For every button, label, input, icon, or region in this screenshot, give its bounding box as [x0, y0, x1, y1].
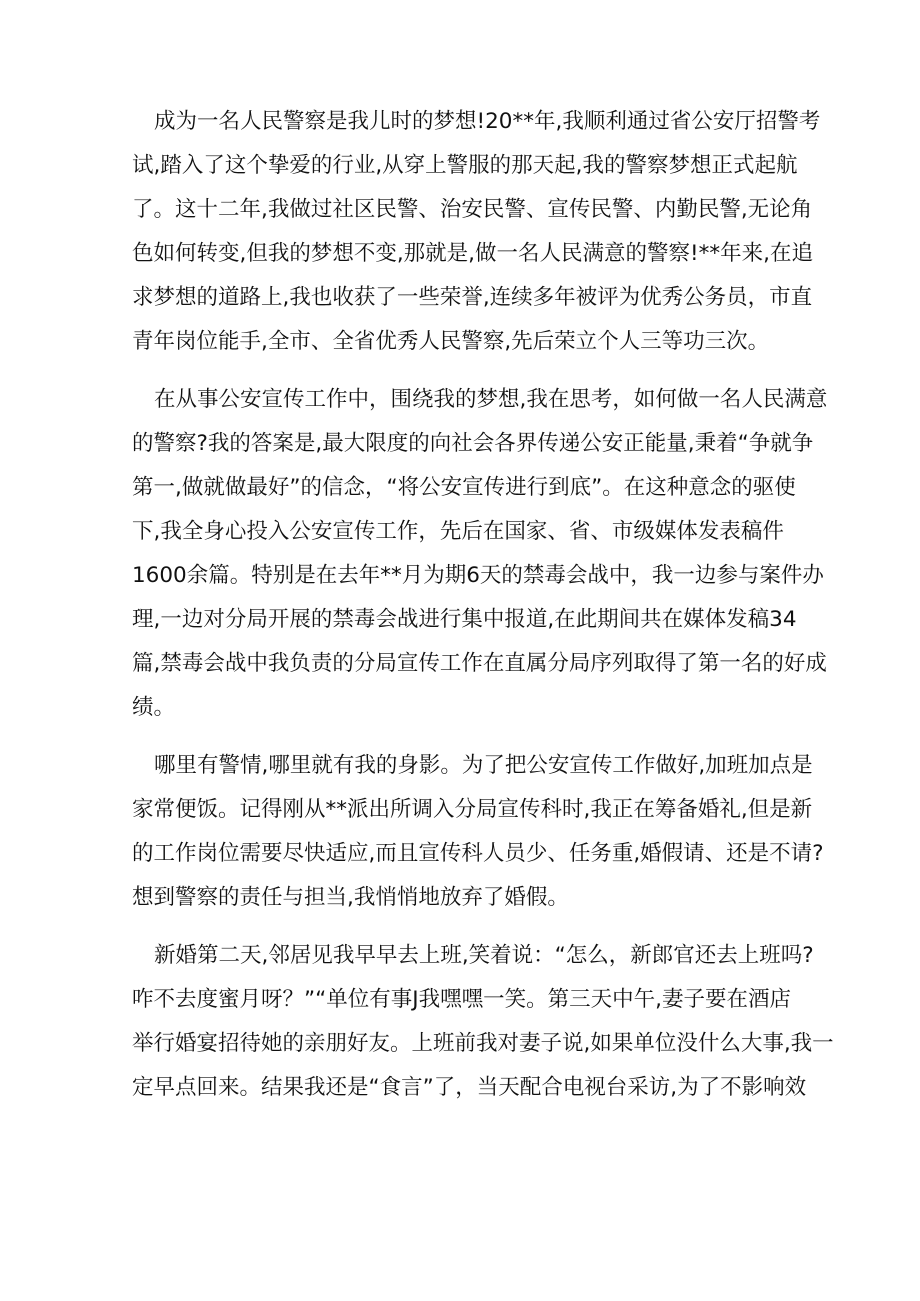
paragraph-3 — [132, 744, 824, 920]
text-line: 的工作岗位需要尽快适应,而且宣传科人员少、任务重,婚假请、还是不请? — [132, 841, 824, 866]
paragraph-4 — [132, 934, 834, 1110]
text-line: 试,踏入了这个挚爱的行业,从穿上警服的那天起,我的警察梦想正式起航 — [132, 153, 798, 178]
paragraph-1 — [132, 100, 821, 364]
text-line: 新婚第二天,邻居见我早早去上班,笑着说：“怎么，新郎官还去上班吗? — [154, 943, 814, 968]
document-body — [132, 100, 834, 1110]
text-line: 定早点回来。结果我还是“食言”了，当天配合电视台采访,为了不影响效 — [132, 1075, 807, 1100]
text-line: 家常便饭。记得刚从**派出所调入分局宣传科时,我正在筹备婚礼,但是新 — [132, 797, 813, 822]
text-line: 想到警察的责任与担当,我悄悄地放弃了婚假。 — [132, 885, 569, 910]
text-line: 篇,禁毒会战中我负责的分局宣传工作在直属分局序列取得了第一名的好成 — [132, 651, 827, 676]
text-line: 在从事公安宣传工作中，围绕我的梦想,我在思考，如何做一名人民满意 — [154, 387, 828, 412]
text-line: 成为一名人民警察是我儿时的梦想!20**年,我顺利通过省公安厅招警考 — [154, 109, 821, 134]
text-line: 举行婚宴招待她的亲朋好友。上班前我对妻子说,如果单位没什么大事,我一 — [132, 1031, 834, 1056]
text-line: 绩。 — [132, 695, 176, 720]
text-line: 第一,做就做最好”的信念，“将公安宣传进行到底”。在这种意念的驱使 — [132, 475, 796, 500]
text-line: 1600余篇。特别是在去年**月为期6天的禁毒会战中，我一边参与案件办 — [132, 563, 824, 588]
text-line: 下,我全身心投入公安宣传工作，先后在国家、省、市级媒体发表稿件 — [132, 519, 784, 544]
text-line: 求梦想的道路上,我也收获了一些荣誉,连续多年被评为优秀公务员，市直 — [132, 285, 813, 310]
paragraph-2 — [132, 378, 828, 730]
paragraph-gap — [132, 920, 802, 934]
text-line: 理,一边对分局开展的禁毒会战进行集中报道,在此期间共在媒体发稿34 — [132, 607, 797, 632]
text-line: 色如何转变,但我的梦想不变,那就是,做一名人民满意的警察!**年来,在追 — [132, 241, 813, 266]
text-line: 青年岗位能手,全市、全省优秀人民警察,先后荣立个人三等功三次。 — [132, 329, 770, 354]
text-line: 咋不去度蜜月呀？”“单位有事J我嘿嘿一笑。第三天中午,妻子要在酒店 — [132, 987, 791, 1012]
paragraph-gap — [132, 364, 802, 378]
text-line: 了。这十二年,我做过社区民警、治安民警、宣传民警、内勤民警,无论角 — [132, 197, 813, 222]
text-line: 哪里有警情,哪里就有我的身影。为了把公安宣传工作做好,加班加点是 — [154, 753, 813, 778]
paragraph-gap — [132, 730, 802, 744]
text-line: 的警察?我的答案是,最大限度的向社会各界传递公安正能量,秉着“争就争 — [132, 431, 814, 456]
